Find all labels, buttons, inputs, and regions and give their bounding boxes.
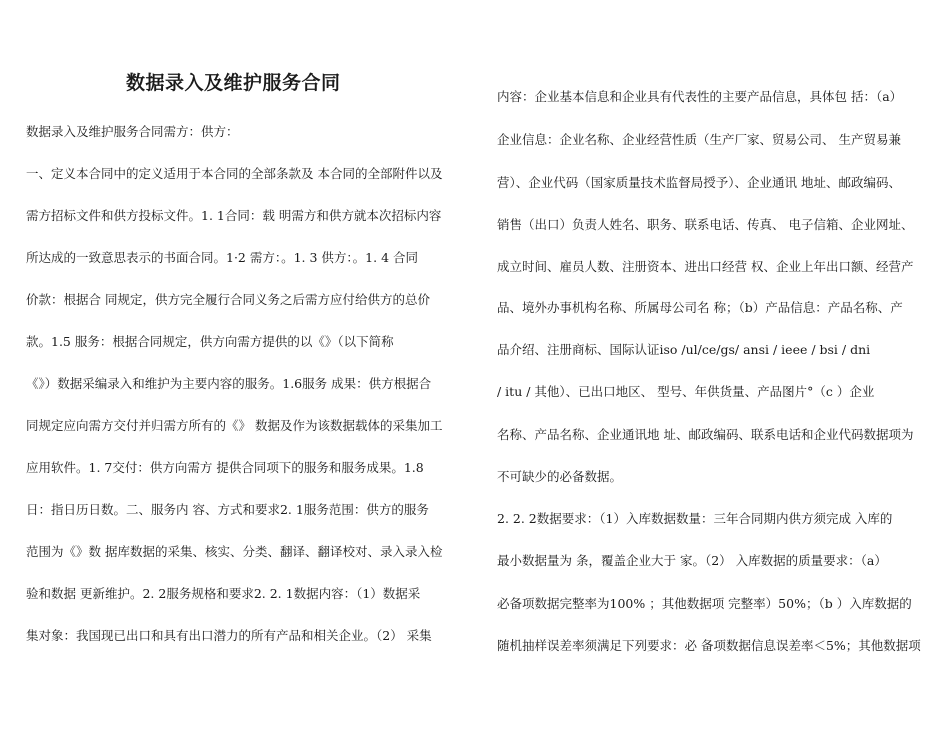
text-line: 《》）数据采编录入和维护为主要内容的服务。1.6服务 成果：供方根据合 <box>26 376 432 391</box>
text-line: 企业信息：企业名称、企业经营性质（生产厂家、贸易公司、 生产贸易兼 <box>497 132 901 147</box>
text-line: 验和数据 更新维护。2. 2服务规格和要求2. 2. 1数据内容：（1）数据采 <box>26 586 421 601</box>
text-line: 品、境外办事机构名称、所属母公司名 称；（b）产品信息：产品名称、产 <box>497 300 903 315</box>
text-line: 2. 2. 2数据要求：（1）入库数据数量：三年合同期内供方须完成 入库的 <box>497 511 893 526</box>
text-line: / itu / 其他）、已出口地区、 型号、年供货量、产品图片°（c ）企业 <box>497 384 875 399</box>
text-line: 必备项数据完整率为100% ；其他数据项 完整率）50%；（b ）入库数据的 <box>497 596 912 611</box>
text-line: 同规定应向需方交付并归需方所有的《》 数据及作为该数据载体的采集加工 <box>26 418 443 433</box>
text-line: 款。1.5 服务：根据合同规定，供方向需方提供的以《》（以下简称 <box>26 334 394 349</box>
text-line: 成立时间、雇员人数、注册资本、进出口经营 权、企业上年出口额、经营产 <box>497 259 914 274</box>
text-line: 名称、产品名称、企业通讯地 址、邮政编码、联系电话和企业代码数据项为 <box>497 427 914 442</box>
text-line: 需方招标文件和供方投标文件。1. 1合同：载 明需方和供方就本次招标内容 <box>26 208 442 223</box>
text-line: 最小数据量为 条，覆盖企业大于 家。（2） 入库数据的质量要求：（a） <box>497 553 887 568</box>
text-line: 所达成的一致意思表示的书面合同。1·2 需方：。1. 3 供方：。1. 4 合同 <box>26 250 419 265</box>
text-line: 内容：企业基本信息和企业具有代表性的主要产品信息，具体包 括：（a） <box>497 89 903 104</box>
text-line: 不可缺少的必备数据。 <box>497 469 623 484</box>
text-line: 一、定义本合同中的定义适用于本合同的全部条款及 本合同的全部附件以及 <box>26 166 443 181</box>
text-line: 营）、企业代码（国家质量技术监督局授予）、企业通讯 地址、邮政编码、 <box>497 175 901 190</box>
text-line: 随机抽样误差率须满足下列要求：必 备项数据信息误差率＜5%；其他数据项 <box>497 638 921 653</box>
text-line: 集对象：我国现已出口和具有出口潜力的所有产品和相关企业。（2） 采集 <box>26 628 432 643</box>
text-line: 销售（出口）负责人姓名、职务、联系电话、传真、 电子信箱、企业网址、 <box>497 217 914 232</box>
text-line: 范围为《》数 据库数据的采集、核实、分类、翻译、翻译校对、录入录入检 <box>26 544 443 559</box>
text-line: 应用软件。1. 7交付：供方向需方 提供合同项下的服务和服务成果。1.8 <box>26 460 424 475</box>
text-line: 数据录入及维护服务合同需方：供方： <box>26 124 239 139</box>
text-line: 日：指日历日数。二、服务内 容、方式和要求2. 1服务范围：供方的服务 <box>26 502 429 517</box>
text-line: 品介绍、注册商标、国际认证iso /ul/ce/gs/ ansi / ieee / bsi / dni <box>497 342 871 357</box>
text-line: 价款：根据合 同规定，供方完全履行合同义务之后需方应付给供方的总价 <box>26 292 430 307</box>
document-title: 数据录入及维护服务合同 <box>126 72 341 94</box>
